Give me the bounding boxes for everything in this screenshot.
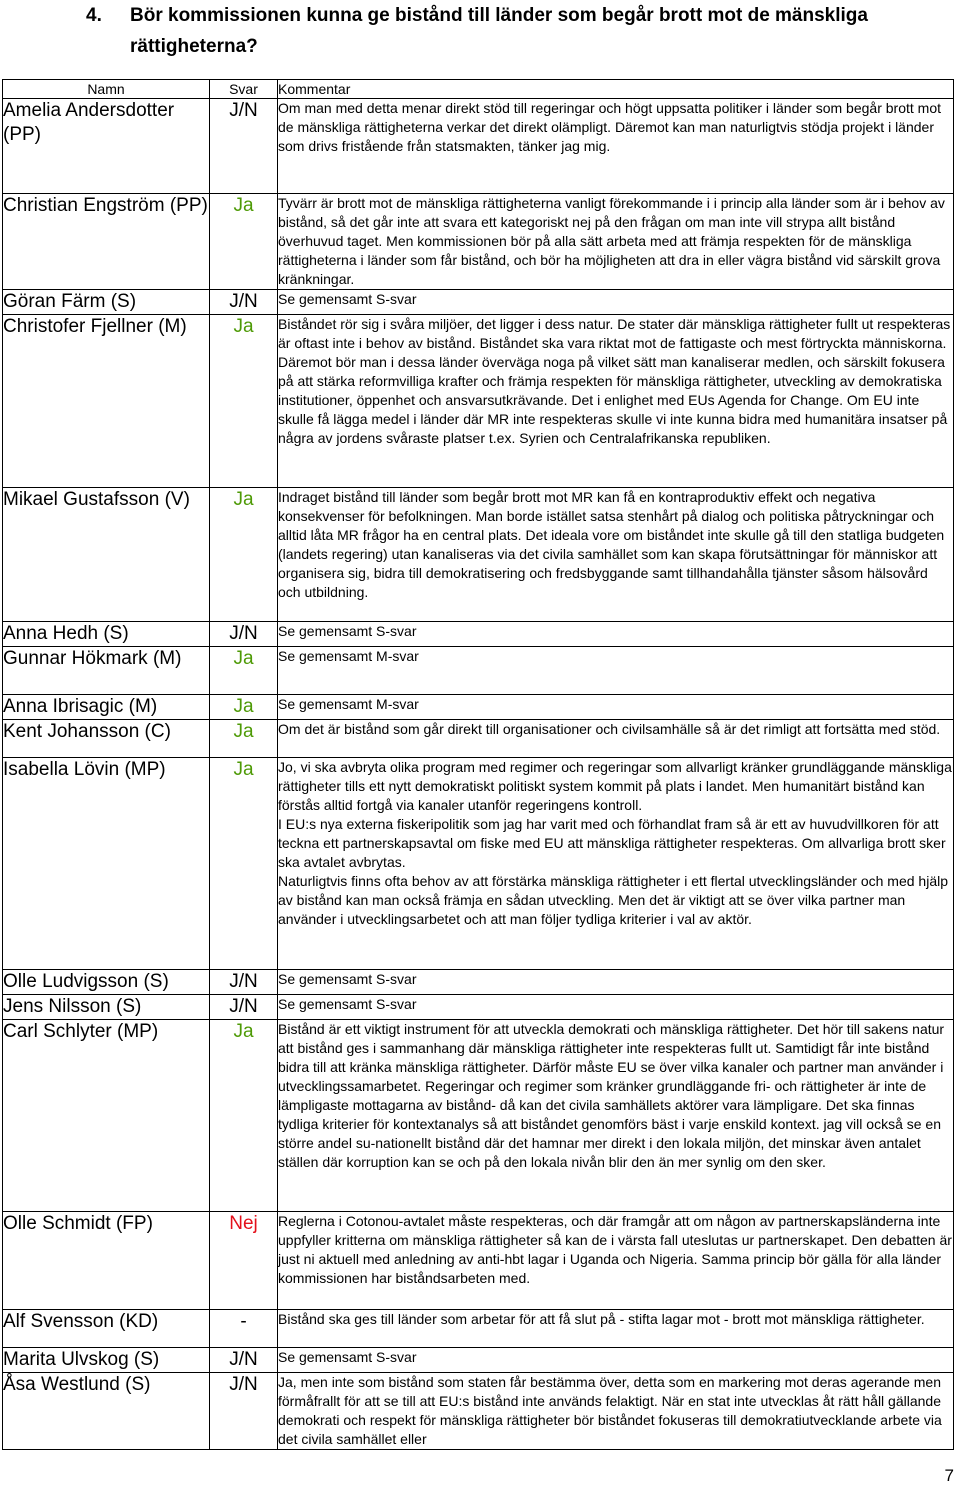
respondent-name: Amelia Andersdotter (PP) xyxy=(3,99,210,194)
comment-text: Se gemensamt S-svar xyxy=(278,1348,954,1373)
table-row xyxy=(3,1373,954,1450)
answer-value: J/N xyxy=(210,290,278,315)
answer-value: J/N xyxy=(210,970,278,995)
table-row xyxy=(3,995,954,1020)
comment-text: Om det är bistånd som går direkt till organisationer och civilsamhälle så är det rimligt att fortsätta med stöd. xyxy=(278,720,954,758)
comment-text: Tyvärr är brott mot de mänskliga rättigheterna vanligt förekommande i i princip alla länder som är i behov av bistånd, så det går inte att svara ett kategoriskt nej på den frågan om man inte vill strypa allt bistånd överhuvud taget. Men kommissionen bör på alla sätt arbeta med att främja respekten för de mänskliga rättigheterna i länder som får bistånd, och bör ha möjligheten att dra in eller vägra bistånd vid särskilt grova kränkningar. xyxy=(278,194,954,290)
table-row xyxy=(3,758,954,970)
header-answer: Svar xyxy=(210,80,278,99)
table-row xyxy=(3,647,954,695)
respondent-name: Alf Svensson (KD) xyxy=(3,1310,210,1348)
answers-table xyxy=(2,79,954,1450)
respondent-name: Gunnar Hökmark (M) xyxy=(3,647,210,695)
respondent-name: Marita Ulvskog (S) xyxy=(3,1348,210,1373)
table-row xyxy=(3,622,954,647)
heading-title: Bör kommissionen kunna ge bistånd till länder som begår brott mot de mänskliga xyxy=(130,5,868,26)
table-row xyxy=(3,1348,954,1373)
comment-text: Indraget bistånd till länder som begår brott mot MR kan få en kontraproduktiv effekt och negativa konsekvenser för befolkningen. Man borde istället satsa stenhårt på dialog och politiska påtryckningar och alltid låta MR frågor ha en central plats. Det ideala vore om biståndet inte skulle gå till den statliga budgeten (landets regering) utan kanaliseras via det civila samhället som kan skapa förutsättningar för människor att organisera sig, bidra till demokratisering och fredsbyggande samt tillhandahålla tjänster såsom hälsovård och utbildning. xyxy=(278,488,954,622)
comment-text: Om man med detta menar direkt stöd till regeringar och högt uppsatta politiker i länder som begår brott mot de mänskliga rättigheterna verkar det direkt olämpligt. Däremot kan man naturligtvis stödja projekt i länder som drivs fristående från statsmakten, tänker jag mig. xyxy=(278,99,954,194)
answer-value: J/N xyxy=(210,622,278,647)
table-row xyxy=(3,488,954,622)
table-row xyxy=(3,1310,954,1348)
table-row xyxy=(3,290,954,315)
heading-number: 4. xyxy=(86,5,102,26)
table-header-row xyxy=(3,80,954,99)
comment-text: Bistånd är ett viktigt instrument för att utveckla demokrati och mänskliga rättigheter. Det hör till sakens natur att bistånd ges i sammanhang där mänskliga rättigheter inte respekteras fullt ut. Samtidigt får inte bistånd bidra till att kränka mänskliga rättigheter. Därför måste EU se över vilka kanaler och partner man använder i utvecklingssamarbetet. Regeringar och regimer som kränker grundläggande fri- och rättigheter är inte de lämpligaste mottagarna av bistånd- då kan det civila samhällets aktörer vara lämpligare. Det ska finnas tydliga kriterier för kontextanalys så att biståndet genomförs bäst i varje enskild kontext. jag vill också se en större andel su-nationellt bistånd där det hamnar mer direkt i den lokala miljön, det minskar även antalet ställen där korruption kan se och på den lokala nivån blir den än mer synlig om den sker. xyxy=(278,1020,954,1212)
respondent-name: Jens Nilsson (S) xyxy=(3,995,210,1020)
table-row xyxy=(3,1212,954,1310)
respondent-name: Anna Hedh (S) xyxy=(3,622,210,647)
comment-text: Reglerna i Cotonou-avtalet måste respekteras, och där framgår att om någon av partnerskapsländerna inte uppfyller kritterna om mänskliga rättigheter så kan de i värsta fall uteslutas ur partnerskapet. Den debatten är just ni aktuell med anledning av anti-hbt lagar i Uganda och Nigeria. Samma princip bör gälla för alla länder kommissionen har biståndsarbeten med. xyxy=(278,1212,954,1310)
answer-value: Ja xyxy=(210,1020,278,1212)
section-heading xyxy=(86,0,946,62)
answer-value: Ja xyxy=(210,720,278,758)
page-number: 7 xyxy=(944,1466,954,1485)
respondent-name: Olle Schmidt (FP) xyxy=(3,1212,210,1310)
header-comment: Kommentar xyxy=(278,80,954,99)
comment-text: Jo, vi ska avbryta olika program med regimer och regeringar som allvarligt kränker grundläggande mänskliga rättigheter tills ett nytt demokratiskt politiskt system kommit på plats i landet. Men humanitärt bistånd kan förstås alltid fortgå via kanaler utanför regeringens kontroll. I EU:s nya externa fiskeripolitik som jag har varit med och förhandlat fram så är ett av huvudvillkoren för att teckna ett partnerskapsavtal om fiske med EU att mänskliga rättigheter respekteras. Om allvarliga brott sker ska avtalet avbrytas. Naturligtvis finns ofta behov av att förstärka mänskliga rättigheter i ett flertal utvecklingsländer och med hjälp av bistånd kan man också främja en sådan utveckling. Men det är viktigt att se över vilka partner man använder i utvecklingsarbetet och att man följer tydliga kriterier i val av aktör. xyxy=(278,758,954,970)
answer-value: J/N xyxy=(210,99,278,194)
comment-text: Se gemensamt S-svar xyxy=(278,970,954,995)
respondent-name: Kent Johansson (C) xyxy=(3,720,210,758)
comment-text: Se gemensamt S-svar xyxy=(278,290,954,315)
table-row xyxy=(3,1020,954,1212)
answer-value: J/N xyxy=(210,1348,278,1373)
heading-title-continued: rättigheterna? xyxy=(130,36,258,57)
table-row xyxy=(3,194,954,290)
respondent-name: Carl Schlyter (MP) xyxy=(3,1020,210,1212)
table-row xyxy=(3,720,954,758)
respondent-name: Christian Engström (PP) xyxy=(3,194,210,290)
comment-text: Biståndet rör sig i svåra miljöer, det ligger i dess natur. De stater där mänskliga rättigheter fullt ut respekteras är oftast inte i behov av bistånd. Biståndet ska vara riktat mot de fattigaste och mest förtryckta människorna. Däremot bör man i dessa länder överväga noga på vilket sätt man kanaliserar medlen, och särskilt fokusera på att stärka reformvilliga krafter och främja respekten för mänskliga rättigheter, utveckling av demokratiska institutioner, öppenhet och ansvarsutkrävande. Det i enlighet med EUs Agenda for Change. Om EU inte skulle få lägga medel i länder där MR inte respekteras skulle vi inte kunna bidra med humanitära insatser på några av jordens svåraste platser t.ex. Syrien och Centralafrikanska republiken. xyxy=(278,315,954,488)
comment-text: Se gemensamt S-svar xyxy=(278,995,954,1020)
respondent-name: Mikael Gustafsson (V) xyxy=(3,488,210,622)
comment-text: Se gemensamt M-svar xyxy=(278,695,954,720)
answer-value: Ja xyxy=(210,488,278,622)
respondent-name: Isabella Lövin (MP) xyxy=(3,758,210,970)
answer-value: Ja xyxy=(210,695,278,720)
respondent-name: Åsa Westlund (S) xyxy=(3,1373,210,1450)
header-name: Namn xyxy=(3,80,210,99)
comment-text: Ja, men inte som bistånd som staten får bestämma över, detta som en markering mot deras agerande men förmåfrallt för att se till att EU:s bistånd inte används felaktigt. När en stat inte utvecklas åt rätt håll gällande demokrati och respekt för mänskliga rättigheter bör biståndet fokuseras till demokratiutvecklande arbete via det civila samhället eller xyxy=(278,1373,954,1450)
respondent-name: Göran Färm (S) xyxy=(3,290,210,315)
comment-text: Se gemensamt S-svar xyxy=(278,622,954,647)
answer-value: - xyxy=(210,1310,278,1348)
table-row xyxy=(3,970,954,995)
answer-value: Ja xyxy=(210,315,278,488)
table-row xyxy=(3,695,954,720)
table-row xyxy=(3,99,954,194)
answer-value: J/N xyxy=(210,995,278,1020)
answer-value: J/N xyxy=(210,1373,278,1450)
answer-value: Nej xyxy=(210,1212,278,1310)
answer-value: Ja xyxy=(210,647,278,695)
respondent-name: Olle Ludvigsson (S) xyxy=(3,970,210,995)
respondent-name: Christofer Fjellner (M) xyxy=(3,315,210,488)
comment-text: Se gemensamt M-svar xyxy=(278,647,954,695)
respondent-name: Anna Ibrisagic (M) xyxy=(3,695,210,720)
table-row xyxy=(3,315,954,488)
answer-value: Ja xyxy=(210,194,278,290)
comment-text: Bistånd ska ges till länder som arbetar för att få slut på - stifta lagar mot - brott mot mänskliga rättigheter. xyxy=(278,1310,954,1348)
answer-value: Ja xyxy=(210,758,278,970)
